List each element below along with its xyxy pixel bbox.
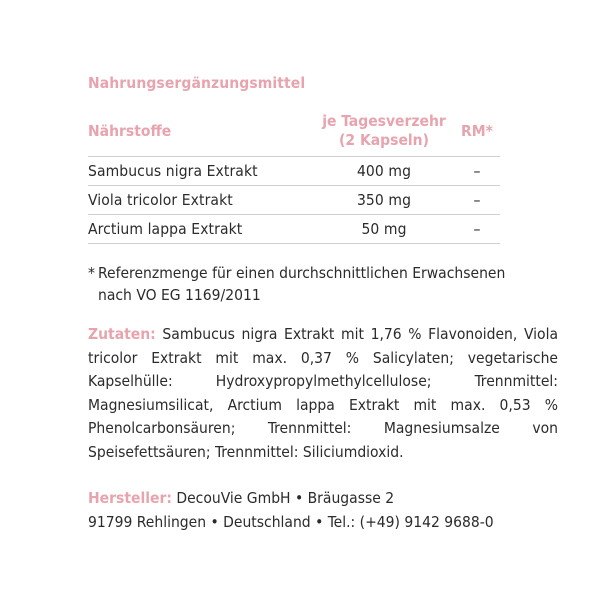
- reference-footnote: [88, 262, 508, 306]
- ingredients-paragraph: [88, 323, 558, 464]
- nutrient-rm: –: [454, 157, 500, 186]
- footnote-asterisk: *: [88, 264, 95, 282]
- header-nutrients: Nährstoffe: [88, 121, 172, 140]
- manufacturer-line2: 91799 Rehlingen • Deutschland • Tel.: (+49) 9142 9688-0: [88, 512, 494, 531]
- nutrient-rm: –: [454, 215, 500, 244]
- nutrient-amount: 350 mg: [314, 186, 454, 215]
- product-category-heading: Nahrungsergänzungsmittel: [88, 74, 306, 92]
- header-reference-amount: RM*: [461, 121, 493, 140]
- nutrient-name: Viola tricolor Extrakt: [88, 186, 314, 215]
- nutrient-name: Arctium lappa Extrakt: [88, 215, 314, 244]
- table-row: [88, 157, 500, 186]
- ingredients-text: Sambucus nigra Extrakt mit 1,76 % Flavonoiden, Viola tricolor Extrakt mit max. 0,37 % Salicylaten; vegetarische Kapselhülle: Hydroxypropylmethylcellulose; Trennmittel: Magnesiumsilicat, Arctium lappa Extrakt mit max. 0,53 % Phenolcarbonsäuren; Trennmittel: Magnesiumsalze von Speisefettsäuren; Trennmittel: Siliciumdioxid.: [88, 325, 558, 461]
- manufacturer-label: Hersteller:: [88, 489, 172, 507]
- table-row: [88, 186, 500, 215]
- ingredients-label: Zutaten:: [88, 325, 156, 343]
- nutrient-name: Sambucus nigra Extrakt: [88, 157, 314, 186]
- manufacturer-line1: DecouVie GmbH • Bräugasse 2: [176, 489, 395, 507]
- nutrient-table-header: [88, 106, 500, 157]
- nutrient-amount: 50 mg: [314, 215, 454, 244]
- table-row: [88, 215, 500, 244]
- nutrient-rm: –: [454, 186, 500, 215]
- footnote-text: Referenzmenge für einen durchschnittlichen Erwachsenen nach VO EG 1169/2011: [98, 264, 506, 304]
- nutrient-table: [88, 106, 500, 244]
- header-daily-amount: [314, 106, 454, 157]
- nutrient-amount: 400 mg: [314, 157, 454, 186]
- manufacturer-block: [88, 487, 558, 534]
- header-daily-amount-text: je Tagesverzehr (2 Kapseln): [322, 112, 446, 149]
